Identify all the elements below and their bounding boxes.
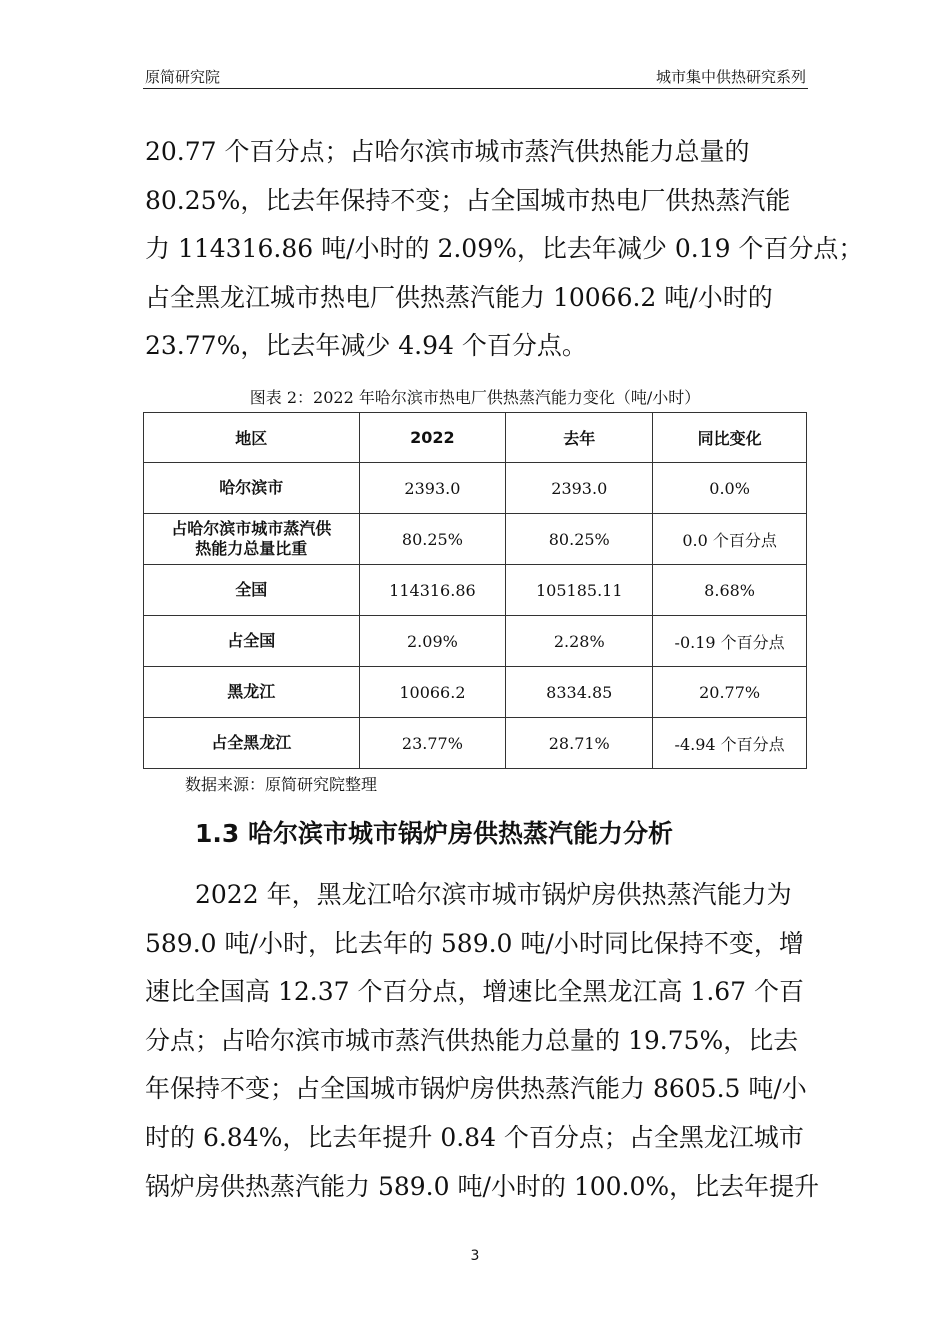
text-line: 分点；占哈尔滨市城市蒸汽供热能力总量的 19.75%，比去: [145, 1025, 799, 1055]
section-heading: 1.3 哈尔滨市城市锅炉房供热蒸汽能力分析: [195, 819, 673, 848]
data-source-note: 数据来源：原简研究院整理: [185, 775, 378, 794]
cell-change: 0.0%: [653, 463, 807, 514]
cell-2022: 80.25%: [359, 514, 506, 565]
header-yoy-change: 同比变化: [653, 413, 807, 463]
text-line: 时的 6.84%，比去年提升 0.84 个百分点；占全黑龙江城市: [145, 1122, 804, 1152]
text-line: 80.25%，比去年保持不变；占全国城市热电厂供热蒸汽能: [145, 185, 791, 215]
cell-2022: 10066.2: [359, 667, 506, 718]
cell-2022: 2393.0: [359, 463, 506, 514]
table-row: [144, 718, 807, 769]
paragraph-heat-plant: [145, 128, 864, 371]
row-label: 占全国: [144, 616, 360, 667]
table-row: [144, 616, 807, 667]
cell-change: 20.77%: [653, 667, 807, 718]
cell-change: -0.19 个百分点: [653, 616, 807, 667]
cell-last-year: 28.71%: [506, 718, 653, 769]
text-line: 23.77%，比去年减少 4.94 个百分点。: [145, 331, 587, 361]
cell-2022: 2.09%: [359, 616, 506, 667]
text-line: 锅炉房供热蒸汽能力 589.0 吨/小时的 100.0%，比去年提升: [145, 1171, 820, 1201]
cell-last-year: 2.28%: [506, 616, 653, 667]
cell-last-year: 105185.11: [506, 565, 653, 616]
table-row: [144, 565, 807, 616]
cell-change: 8.68%: [653, 565, 807, 616]
row-label: 占哈尔滨市城市蒸汽供 热能力总量比重: [144, 514, 360, 565]
row-label: 黑龙江: [144, 667, 360, 718]
row-label: 哈尔滨市: [144, 463, 360, 514]
heat-plant-table: [143, 412, 807, 769]
header-org-name: 原简研究院: [145, 68, 221, 86]
cell-last-year: 8334.85: [506, 667, 653, 718]
paragraph-boiler-room: [145, 871, 820, 1211]
cell-change: -4.94 个百分点: [653, 718, 807, 769]
row-label: 占全黑龙江: [144, 718, 360, 769]
table-row: [144, 514, 807, 565]
text-line: 589.0 吨/小时，比去年的 589.0 吨/小时同比保持不变，增: [145, 928, 804, 958]
text-line: 20.77 个百分点；占哈尔滨市城市蒸汽供热能力总量的: [145, 137, 750, 166]
cell-2022: 23.77%: [359, 718, 506, 769]
table-row: [144, 463, 807, 514]
text-line: 速比全国高 12.37 个百分点，增速比全黑龙江高 1.67 个百: [145, 977, 805, 1007]
header-last-year: 去年: [506, 413, 653, 463]
header-series-title: 城市集中供热研究系列: [655, 68, 806, 86]
table-header-row: [144, 413, 807, 463]
table-row: [144, 667, 807, 718]
cell-last-year: 80.25%: [506, 514, 653, 565]
table-caption: 图表 2：2022 年哈尔滨市热电厂供热蒸汽能力变化（吨/小时）: [249, 388, 701, 407]
page-number: 3: [470, 1248, 480, 1264]
text-line: 2022 年，黑龙江哈尔滨市城市锅炉房供热蒸汽能力为: [145, 880, 792, 909]
header-region: 地区: [144, 413, 360, 463]
row-label: 全国: [144, 565, 360, 616]
cell-change: 0.0 个百分点: [653, 514, 807, 565]
cell-2022: 114316.86: [359, 565, 506, 616]
text-line: 年保持不变；占全国城市锅炉房供热蒸汽能力 8605.5 吨/小: [145, 1074, 807, 1104]
page-header: [143, 66, 808, 89]
text-line: 占全黑龙江城市热电厂供热蒸汽能力 10066.2 吨/小时的: [145, 282, 773, 312]
text-line: 力 114316.86 吨/小时的 2.09%，比去年减少 0.19 个百分点；: [145, 234, 864, 264]
header-2022: 2022: [359, 413, 506, 463]
cell-last-year: 2393.0: [506, 463, 653, 514]
